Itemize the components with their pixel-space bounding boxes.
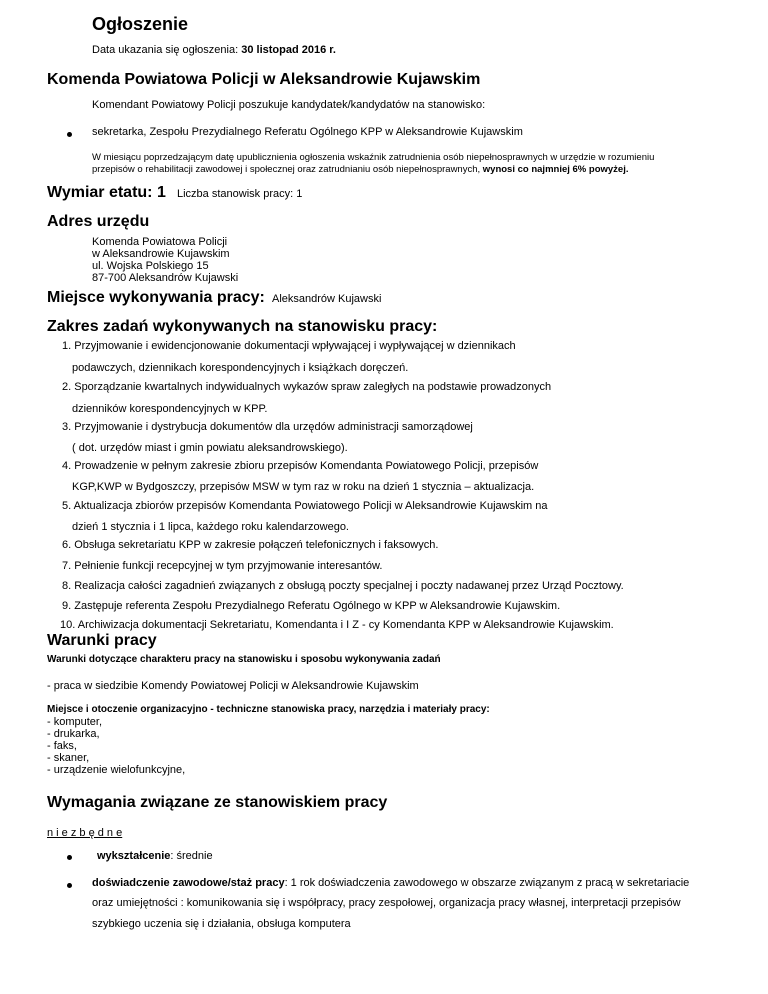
institution-name: Komenda Powiatowa Policji w Aleksandrowie Kujawskim bbox=[47, 71, 481, 88]
disability-note-text: przepisów o rehabilitacji zawodowej i społecznej oraz zatrudnianiu osób niepełnosprawnych, bbox=[92, 164, 483, 175]
page-title: Ogłoszenie bbox=[92, 14, 189, 34]
experience-value: : 1 rok doświadczenia zawodowego w obszarze związanym z pracą w sekretariacie bbox=[284, 877, 690, 889]
etat-label: Wymiar etatu: 1 bbox=[47, 184, 166, 201]
intro-text: Komendant Powiatowy Policji poszukuje kandydatek/kandydatów na stanowisko: bbox=[92, 99, 486, 111]
requirements-heading: Wymagania związane ze stanowiskiem pracy bbox=[47, 794, 388, 811]
conditions-text: - praca w siedzibie Komendy Powiatowej Policji w Aleksandrowie Kujawskim bbox=[47, 680, 419, 692]
address-line: ul. Wojska Polskiego 15 bbox=[92, 260, 209, 272]
education-value: : średnie bbox=[170, 850, 213, 862]
duty-line: dzień 1 stycznia i 1 lipca, każdego roku kalendarzowego. bbox=[72, 521, 349, 533]
duty-line: 8. Realizacja całości zagadnień związanych z obsługą poczty specjalnej i poczty nadawanej przez Urząd Pocztowy. bbox=[62, 580, 624, 592]
positions-count: Liczba stanowisk pracy: 1 bbox=[177, 188, 303, 200]
equipment-list bbox=[47, 716, 185, 776]
address-block bbox=[92, 236, 238, 284]
duty-line: 5. Aktualizacja zbiorów przepisów Komendanta Powiatowego Policji w Aleksandrowie Kujawskim na bbox=[62, 500, 548, 512]
equipment-item: - komputer, bbox=[47, 716, 103, 728]
experience-line2: oraz umiejętności : komunikowania się i współpracy, pracy zespołowej, organizacja pracy własnej, interpretacji przepisów bbox=[92, 897, 681, 909]
duty-line: 2. Sporządzanie kwartalnych indywidualnych wykazów spraw zaległych na podstawie prowadzonych bbox=[62, 381, 552, 393]
duty-line: podawczych, dziennikach korespondencyjnych i książkach doręczeń. bbox=[72, 362, 409, 374]
duty-line: 7. Pełnienie funkcji recepcyjnej w tym przyjmowanie interesantów. bbox=[62, 560, 383, 572]
duty-line: KGP,KWP w Bydgoszczy, przepisów MSW w tym raz w roku na dzień 1 stycznia – aktualizacja. bbox=[72, 481, 535, 493]
conditions-sub2: Miejsce i otoczenie organizacyjno - techniczne stanowiska pracy, narzędzia i materiały pracy: bbox=[47, 704, 490, 715]
workplace-heading: Miejsce wykonywania pracy: bbox=[47, 289, 265, 306]
equipment-item: - urządzenie wielofunkcyjne, bbox=[47, 764, 186, 776]
duty-line: 6. Obsługa sekretariatu KPP w zakresie połączeń telefonicznych i faksowych. bbox=[62, 539, 439, 551]
necessary-label: n i e z b ę d n e bbox=[47, 827, 123, 839]
experience-line3: szybkiego uczenia się i działania, obsługa komputera bbox=[92, 918, 351, 930]
address-heading: Adres urzędu bbox=[47, 213, 150, 230]
position-name: sekretarka, Zespołu Prezydialnego Referatu Ogólnego KPP w Aleksandrowie Kujawskim bbox=[92, 126, 523, 138]
disability-note-line1: W miesiącu poprzedzającym datę upublicznienia ogłoszenia wskaźnik zatrudnienia osób niepełnosprawnych w urzędzie w rozumieniu bbox=[92, 152, 655, 163]
conditions-sub1: Warunki dotyczące charakteru pracy na stanowisku i sposobu wykonywania zadań bbox=[47, 654, 441, 665]
bullet-icon bbox=[67, 855, 72, 860]
education-label: wykształcenie bbox=[97, 850, 171, 862]
address-line: Komenda Powiatowa Policji bbox=[92, 236, 228, 248]
bullet-icon bbox=[67, 132, 72, 137]
address-line: 87-700 Aleksandrów Kujawski bbox=[92, 272, 239, 284]
education-requirement bbox=[97, 850, 213, 862]
experience-requirement bbox=[92, 877, 689, 889]
duty-line: 1. Przyjmowanie i ewidencjonowanie dokumentacji wpływającej i wypływającej w dziennikach bbox=[62, 340, 516, 352]
date-value: 30 listopad 2016 r. bbox=[241, 44, 336, 56]
equipment-item: - skaner, bbox=[47, 752, 90, 764]
publication-date bbox=[92, 44, 336, 56]
date-label: Data ukazania się ogłoszenia: bbox=[92, 44, 242, 56]
conditions-heading: Warunki pracy bbox=[47, 632, 157, 649]
duty-line: ( dot. urzędów miast i gmin powiatu aleksandrowskiego). bbox=[72, 442, 348, 454]
duty-line: 9. Zastępuje referenta Zespołu Prezydialnego Referatu Ogólnego w KPP w Aleksandrowie Kujawskim. bbox=[62, 600, 561, 612]
disability-note-line2 bbox=[92, 164, 629, 175]
workplace-value: Aleksandrów Kujawski bbox=[272, 293, 382, 305]
experience-label: doświadczenie zawodowe/staż pracy bbox=[92, 877, 285, 889]
duty-line: 3. Przyjmowanie i dystrybucja dokumentów dla urzędów administracji samorządowej bbox=[62, 421, 473, 433]
duty-line: 4. Prowadzenie w pełnym zakresie zbioru przepisów Komendanta Powiatowego Policji, przepisów bbox=[62, 460, 539, 472]
address-line: w Aleksandrowie Kujawskim bbox=[92, 248, 230, 260]
duty-line: dzienników korespondencyjnych w KPP. bbox=[72, 403, 268, 415]
duties-heading: Zakres zadań wykonywanych na stanowisku pracy: bbox=[47, 318, 438, 335]
bullet-icon bbox=[67, 883, 72, 888]
disability-note-bold: wynosi co najmniej 6% powyżej. bbox=[482, 164, 629, 175]
duty-line: 10. Archiwizacja dokumentacji Sekretariatu, Komendanta i I Z - cy Komendanta KPP w Aleksandrowie Kujawskim. bbox=[60, 619, 614, 631]
equipment-item: - faks, bbox=[47, 740, 77, 752]
equipment-item: - drukarka, bbox=[47, 728, 100, 740]
